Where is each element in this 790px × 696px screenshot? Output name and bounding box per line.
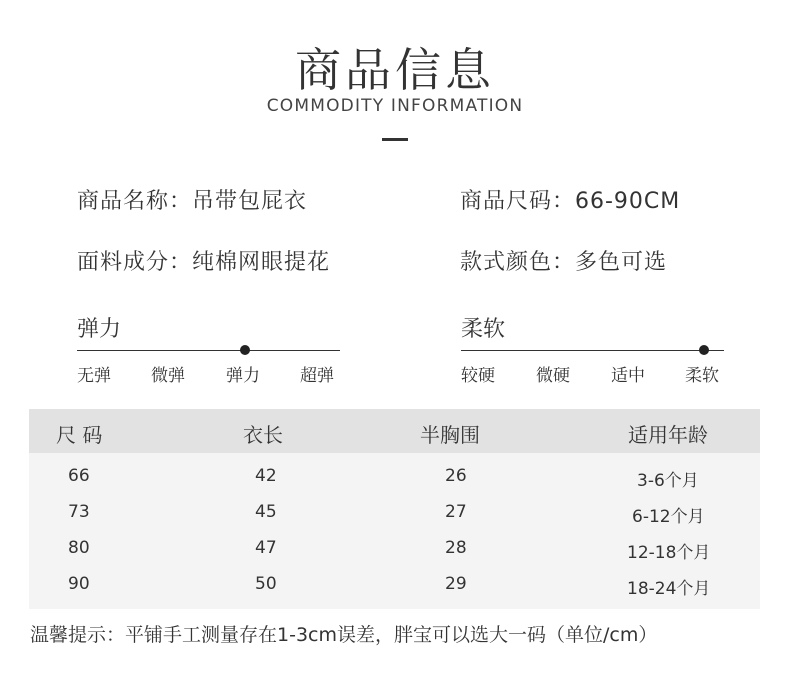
header-chest: 半胸围	[420, 423, 480, 447]
cell-chest: 26	[445, 466, 467, 486]
softness-label: 适中	[611, 366, 645, 386]
table-header	[29, 409, 760, 453]
elasticity-title: 弹力	[77, 317, 122, 342]
softness-indicator	[699, 345, 709, 355]
header-size: 尺 码	[56, 423, 103, 447]
measurement-tip: 温馨提示：平铺手工测量存在1-3cm误差，胖宝可以选大一码（单位/cm）	[30, 624, 658, 646]
elasticity-label: 无弹	[77, 366, 111, 386]
cell-size: 80	[68, 538, 90, 558]
softness-title: 柔软	[461, 317, 506, 342]
cell-size: 90	[68, 574, 90, 594]
softness-label: 较硬	[461, 366, 495, 386]
cell-age: 12-18个月	[627, 543, 711, 563]
page-title: 商品信息	[295, 43, 495, 97]
product-size: 商品尺码：66-90CM	[460, 189, 681, 214]
cell-chest: 27	[445, 502, 467, 522]
cell-length: 42	[255, 466, 277, 486]
cell-chest: 29	[445, 574, 467, 594]
softness-line	[461, 350, 724, 351]
size-table	[29, 409, 760, 609]
page-subtitle: COMMODITY INFORMATION	[266, 96, 524, 116]
softness-label: 微硬	[536, 366, 570, 386]
elasticity-line	[77, 350, 340, 351]
product-color: 款式颜色：多色可选	[460, 250, 668, 275]
cell-age: 6-12个月	[632, 507, 705, 527]
title-divider	[382, 138, 408, 141]
cell-length: 45	[255, 502, 277, 522]
product-name: 商品名称：吊带包屁衣	[77, 189, 308, 214]
elasticity-label: 弹力	[226, 366, 260, 386]
softness-label: 柔软	[685, 366, 719, 386]
elasticity-label: 超弹	[300, 366, 334, 386]
cell-chest: 28	[445, 538, 467, 558]
cell-size: 73	[68, 502, 90, 522]
header-length: 衣长	[243, 423, 283, 447]
elasticity-indicator	[240, 345, 250, 355]
cell-size: 66	[68, 466, 90, 486]
elasticity-label: 微弹	[151, 366, 185, 386]
cell-length: 47	[255, 538, 277, 558]
header-age: 适用年龄	[628, 423, 708, 447]
cell-age: 18-24个月	[627, 579, 711, 599]
cell-length: 50	[255, 574, 277, 594]
product-fabric: 面料成分：纯棉网眼提花	[77, 250, 331, 275]
cell-age: 3-6个月	[637, 471, 699, 491]
